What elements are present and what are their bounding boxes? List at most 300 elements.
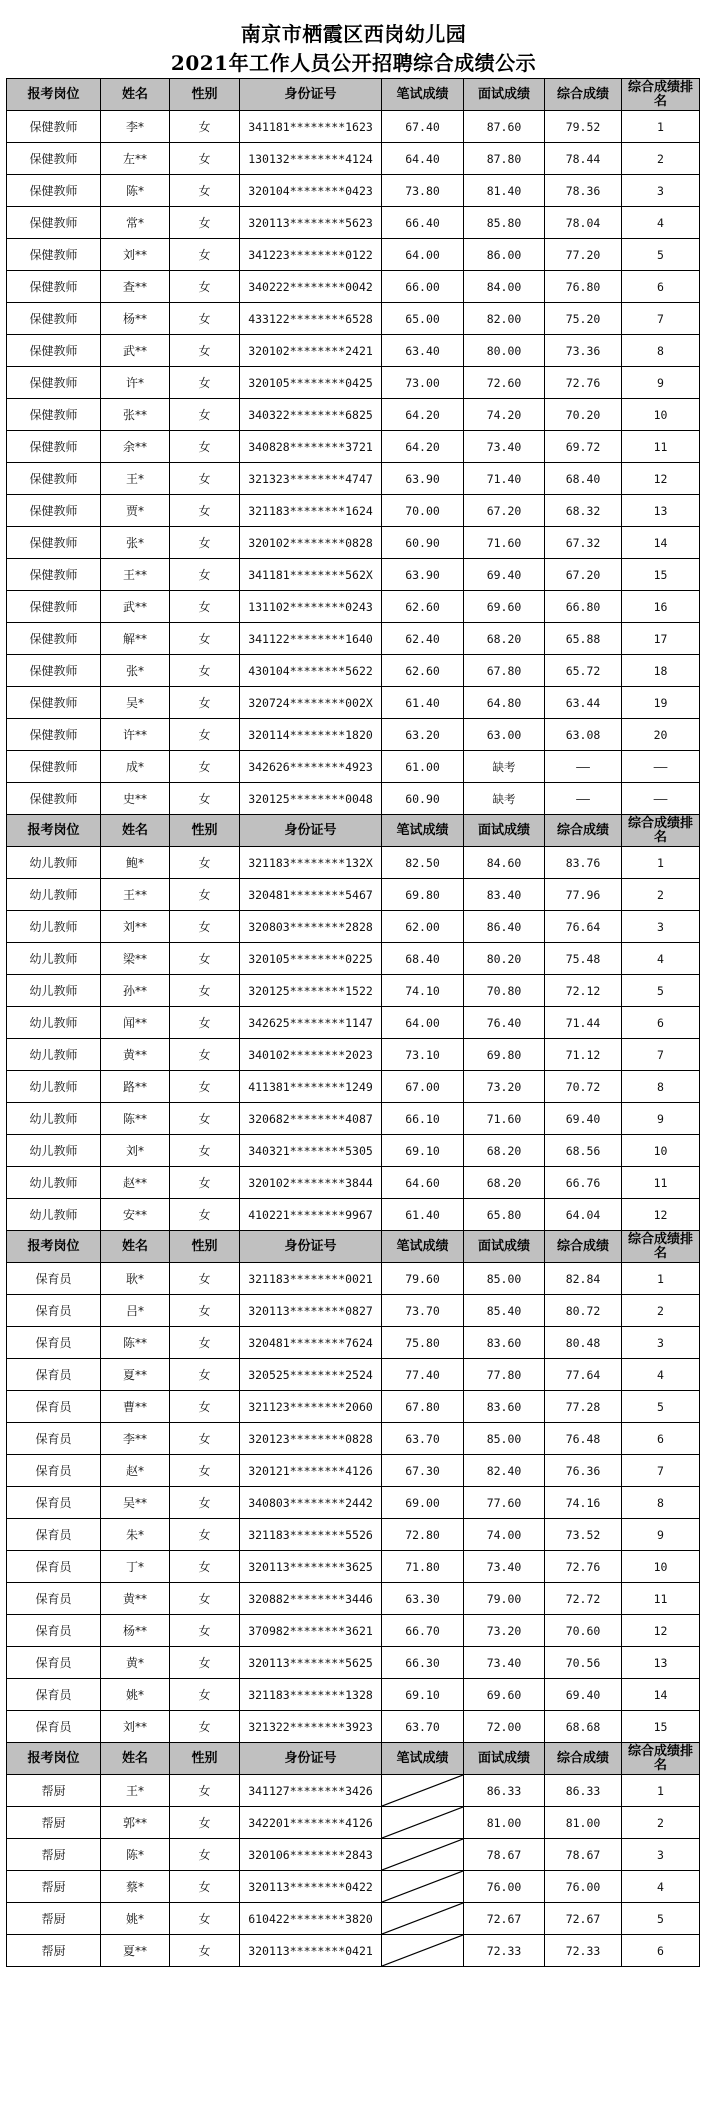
table-header-row [7,1743,700,1775]
cell-name: 李* [101,111,170,143]
cell-name: 武** [101,335,170,367]
cell-interview-score: 71.60 [464,1103,545,1135]
cell-rank: 5 [622,1391,700,1423]
column-header-gender: 性别 [170,815,240,847]
table-row [7,335,700,367]
cell-position: 保育员 [7,1423,101,1455]
cell-total-score: 72.76 [545,367,622,399]
cell-written-score: 64.20 [382,399,464,431]
table-row [7,1615,700,1647]
table-row [7,463,700,495]
cell-gender: 女 [170,1455,240,1487]
cell-position: 帮厨 [7,1839,101,1871]
table-row [7,1391,700,1423]
cell-position: 帮厨 [7,1871,101,1903]
cell-position: 保健教师 [7,175,101,207]
cell-written-score: 63.90 [382,559,464,591]
cell-interview-score: 84.60 [464,847,545,879]
cell-gender: 女 [170,687,240,719]
cell-position: 保育员 [7,1519,101,1551]
cell-rank: 13 [622,1647,700,1679]
table-row [7,207,700,239]
cell-name: 郭** [101,1807,170,1839]
cell-total-score: 76.64 [545,911,622,943]
cell-gender: 女 [170,1391,240,1423]
cell-name: 黄* [101,1647,170,1679]
cell-written-score: 62.60 [382,655,464,687]
cell-total-score: 70.60 [545,1615,622,1647]
cell-gender: 女 [170,1903,240,1935]
cell-gender: 女 [170,1583,240,1615]
column-header-position: 报考岗位 [7,1743,101,1775]
cell-rank: —— [622,751,700,783]
cell-rank: 9 [622,1103,700,1135]
table-row [7,1039,700,1071]
cell-name: 贾* [101,495,170,527]
cell-name: 夏** [101,1359,170,1391]
cell-gender: 女 [170,495,240,527]
cell-id-number: 321123********2060 [240,1391,382,1423]
cell-id-number: 430104********5622 [240,655,382,687]
cell-name: 陈* [101,175,170,207]
column-header-written-score: 笔试成绩 [382,79,464,111]
cell-rank: 12 [622,1199,700,1231]
cell-total-score: 72.12 [545,975,622,1007]
cell-total-score: 77.64 [545,1359,622,1391]
cell-position: 帮厨 [7,1935,101,1967]
cell-position: 幼儿教师 [7,1103,101,1135]
column-header-id-number: 身份证号 [240,1743,382,1775]
cell-rank: —— [622,783,700,815]
cell-total-score: 66.76 [545,1167,622,1199]
column-header-gender: 性别 [170,79,240,111]
cell-id-number: 320114********1820 [240,719,382,751]
cell-position: 保育员 [7,1551,101,1583]
cell-interview-score: 69.80 [464,1039,545,1071]
cell-gender: 女 [170,559,240,591]
cell-rank: 5 [622,975,700,1007]
diagonal-strike-icon [382,1903,463,1934]
cell-position: 幼儿教师 [7,847,101,879]
diagonal-strike-icon [382,1871,463,1902]
cell-gender: 女 [170,847,240,879]
cell-total-score: 80.48 [545,1327,622,1359]
cell-id-number: 320123********0828 [240,1423,382,1455]
cell-id-number: 342201********4126 [240,1807,382,1839]
cell-rank: 2 [622,879,700,911]
cell-written-score: 68.40 [382,943,464,975]
cell-rank: 5 [622,1903,700,1935]
cell-gender: 女 [170,1295,240,1327]
cell-total-score: 66.80 [545,591,622,623]
table-header-row [7,1231,700,1263]
cell-name: 陈* [101,1839,170,1871]
cell-written-score: 75.80 [382,1327,464,1359]
column-header-interview-score: 面试成绩 [464,815,545,847]
cell-interview-score: 84.00 [464,271,545,303]
column-header-position: 报考岗位 [7,79,101,111]
cell-rank: 4 [622,943,700,975]
cell-total-score: 68.40 [545,463,622,495]
cell-rank: 8 [622,335,700,367]
cell-interview-score: 87.80 [464,143,545,175]
cell-name: 姚* [101,1903,170,1935]
cell-position: 保健教师 [7,303,101,335]
cell-total-score: 68.68 [545,1711,622,1743]
cell-written-score: 70.00 [382,495,464,527]
cell-rank: 1 [622,1263,700,1295]
cell-interview-score: 76.00 [464,1871,545,1903]
cell-written-score: 82.50 [382,847,464,879]
cell-id-number: 341122********1640 [240,623,382,655]
table-row [7,879,700,911]
cell-rank: 7 [622,303,700,335]
table-row [7,559,700,591]
table-row [7,1839,700,1871]
cell-written-score: 69.10 [382,1679,464,1711]
cell-id-number: 320121********4126 [240,1455,382,1487]
cell-written-score: 61.40 [382,1199,464,1231]
column-header-interview-score: 面试成绩 [464,79,545,111]
cell-total-score: 72.76 [545,1551,622,1583]
cell-gender: 女 [170,1327,240,1359]
cell-id-number: 321322********3923 [240,1711,382,1743]
cell-name: 曹** [101,1391,170,1423]
cell-id-number: 321183********1328 [240,1679,382,1711]
cell-name: 张** [101,399,170,431]
cell-interview-score: 71.40 [464,463,545,495]
cell-id-number: 340222********0042 [240,271,382,303]
cell-gender: 女 [170,303,240,335]
cell-id-number: 320113********3625 [240,1551,382,1583]
cell-written-score: 65.00 [382,303,464,335]
table-row [7,1135,700,1167]
results-table [6,78,700,1967]
cell-rank: 4 [622,207,700,239]
cell-name: 黄** [101,1039,170,1071]
cell-id-number: 341223********0122 [240,239,382,271]
cell-rank: 18 [622,655,700,687]
cell-written-score: 67.40 [382,111,464,143]
cell-rank: 3 [622,1839,700,1871]
cell-rank: 8 [622,1487,700,1519]
cell-position: 保健教师 [7,527,101,559]
cell-id-number: 320525********2524 [240,1359,382,1391]
cell-gender: 女 [170,1551,240,1583]
cell-total-score: 72.72 [545,1583,622,1615]
cell-position: 保健教师 [7,143,101,175]
cell-rank: 11 [622,1583,700,1615]
table-row [7,1647,700,1679]
cell-name: 姚* [101,1679,170,1711]
cell-gender: 女 [170,239,240,271]
cell-rank: 2 [622,1807,700,1839]
cell-position: 保健教师 [7,431,101,463]
cell-name: 孙** [101,975,170,1007]
diagonal-strike-icon [382,1807,463,1838]
cell-gender: 女 [170,655,240,687]
cell-gender: 女 [170,623,240,655]
cell-position: 保健教师 [7,335,101,367]
cell-interview-score: 69.40 [464,559,545,591]
cell-name: 杨** [101,1615,170,1647]
cell-written-score: 73.10 [382,1039,464,1071]
table-row [7,847,700,879]
column-header-position: 报考岗位 [7,1231,101,1263]
cell-total-score: 76.80 [545,271,622,303]
cell-gender: 女 [170,175,240,207]
cell-interview-score: 72.33 [464,1935,545,1967]
cell-rank: 10 [622,1135,700,1167]
cell-total-score: 83.76 [545,847,622,879]
cell-gender: 女 [170,1103,240,1135]
cell-interview-score: 85.00 [464,1423,545,1455]
cell-gender: 女 [170,1071,240,1103]
cell-id-number: 340322********6825 [240,399,382,431]
cell-gender: 女 [170,591,240,623]
column-header-gender: 性别 [170,1743,240,1775]
cell-gender: 女 [170,911,240,943]
cell-gender: 女 [170,1135,240,1167]
table-row [7,1679,700,1711]
cell-rank: 3 [622,911,700,943]
cell-interview-score: 77.60 [464,1487,545,1519]
cell-total-score: 76.48 [545,1423,622,1455]
cell-interview-score: 68.20 [464,623,545,655]
table-row [7,111,700,143]
cell-id-number: 320113********0421 [240,1935,382,1967]
table-row [7,1807,700,1839]
cell-written-score: 64.00 [382,1007,464,1039]
cell-gender: 女 [170,271,240,303]
cell-gender: 女 [170,1935,240,1967]
cell-written-score: 67.30 [382,1455,464,1487]
cell-gender: 女 [170,1007,240,1039]
cell-total-score: 71.44 [545,1007,622,1039]
cell-position: 保健教师 [7,719,101,751]
cell-total-score: 69.40 [545,1679,622,1711]
column-header-id-number: 身份证号 [240,79,382,111]
cell-interview-score: 79.00 [464,1583,545,1615]
cell-gender: 女 [170,367,240,399]
cell-interview-score: 74.00 [464,1519,545,1551]
cell-interview-score: 76.40 [464,1007,545,1039]
cell-position: 保健教师 [7,751,101,783]
cell-interview-score: 64.80 [464,687,545,719]
cell-name: 丁* [101,1551,170,1583]
cell-written-score: 62.60 [382,591,464,623]
cell-written-score-not-applicable [382,1807,464,1839]
cell-written-score: 69.10 [382,1135,464,1167]
cell-position: 保健教师 [7,495,101,527]
cell-total-score: 67.32 [545,527,622,559]
cell-written-score: 66.00 [382,271,464,303]
cell-total-score: 77.96 [545,879,622,911]
cell-position: 保育员 [7,1295,101,1327]
table-row [7,1903,700,1935]
cell-total-score: 74.16 [545,1487,622,1519]
cell-position: 保育员 [7,1487,101,1519]
cell-position: 保育员 [7,1327,101,1359]
cell-interview-score: 86.33 [464,1775,545,1807]
cell-total-score: 70.72 [545,1071,622,1103]
cell-id-number: 341181********1623 [240,111,382,143]
cell-written-score: 61.00 [382,751,464,783]
cell-rank: 4 [622,1359,700,1391]
cell-id-number: 610422********3820 [240,1903,382,1935]
cell-rank: 6 [622,1935,700,1967]
cell-name: 王** [101,559,170,591]
table-row [7,1423,700,1455]
cell-written-score: 63.20 [382,719,464,751]
cell-written-score: 73.00 [382,367,464,399]
cell-name: 许** [101,719,170,751]
cell-name: 解** [101,623,170,655]
cell-rank: 6 [622,1423,700,1455]
cell-interview-score: 71.60 [464,527,545,559]
cell-name: 夏** [101,1935,170,1967]
cell-rank: 12 [622,463,700,495]
cell-name: 王** [101,879,170,911]
cell-interview-score: 82.00 [464,303,545,335]
cell-total-score: 78.04 [545,207,622,239]
column-header-interview-score: 面试成绩 [464,1231,545,1263]
cell-interview-score: 83.60 [464,1391,545,1423]
cell-rank: 7 [622,1455,700,1487]
cell-interview-score: 67.80 [464,655,545,687]
table-row [7,911,700,943]
cell-position: 幼儿教师 [7,1071,101,1103]
cell-gender: 女 [170,1839,240,1871]
cell-written-score-not-applicable [382,1935,464,1967]
table-row [7,1935,700,1967]
cell-rank: 20 [622,719,700,751]
cell-interview-score: 缺考 [464,783,545,815]
cell-name: 路** [101,1071,170,1103]
cell-rank: 17 [622,623,700,655]
cell-written-score: 64.20 [382,431,464,463]
cell-interview-score: 72.67 [464,1903,545,1935]
cell-id-number: 320102********2421 [240,335,382,367]
cell-gender: 女 [170,1263,240,1295]
cell-rank: 15 [622,1711,700,1743]
cell-position: 幼儿教师 [7,1199,101,1231]
cell-name: 吴* [101,687,170,719]
cell-interview-score: 69.60 [464,1679,545,1711]
column-header-rank: 综合成绩排名 [622,79,700,111]
cell-interview-score: 81.40 [464,175,545,207]
cell-rank: 11 [622,431,700,463]
cell-total-score: 75.20 [545,303,622,335]
cell-written-score: 60.90 [382,527,464,559]
cell-interview-score: 82.40 [464,1455,545,1487]
cell-position: 保育员 [7,1391,101,1423]
table-row [7,655,700,687]
cell-position: 保健教师 [7,239,101,271]
cell-id-number: 340803********2442 [240,1487,382,1519]
cell-interview-score: 73.40 [464,1551,545,1583]
cell-written-score-not-applicable [382,1903,464,1935]
table-row [7,431,700,463]
cell-id-number: 131102********0243 [240,591,382,623]
cell-id-number: 320105********0225 [240,943,382,975]
column-header-total-score: 综合成绩 [545,815,622,847]
cell-name: 陈** [101,1327,170,1359]
cell-interview-score: 78.67 [464,1839,545,1871]
cell-position: 幼儿教师 [7,1007,101,1039]
cell-position: 帮厨 [7,1807,101,1839]
cell-total-score: 77.28 [545,1391,622,1423]
cell-id-number: 320106********2843 [240,1839,382,1871]
cell-id-number: 320882********3446 [240,1583,382,1615]
cell-name: 陈** [101,1103,170,1135]
cell-total-score: 72.33 [545,1935,622,1967]
table-row [7,1871,700,1903]
cell-rank: 15 [622,559,700,591]
column-header-total-score: 综合成绩 [545,1743,622,1775]
cell-position: 幼儿教师 [7,975,101,1007]
cell-written-score: 77.40 [382,1359,464,1391]
cell-id-number: 320803********2828 [240,911,382,943]
cell-id-number: 320102********0828 [240,527,382,559]
cell-name: 蔡* [101,1871,170,1903]
cell-written-score: 66.30 [382,1647,464,1679]
cell-rank: 11 [622,1167,700,1199]
cell-gender: 女 [170,1647,240,1679]
table-row [7,527,700,559]
cell-id-number: 320682********4087 [240,1103,382,1135]
cell-total-score: 63.44 [545,687,622,719]
cell-written-score: 60.90 [382,783,464,815]
cell-gender: 女 [170,1199,240,1231]
cell-position: 保健教师 [7,367,101,399]
column-header-gender: 性别 [170,1231,240,1263]
cell-position: 幼儿教师 [7,879,101,911]
cell-id-number: 321183********132X [240,847,382,879]
cell-rank: 9 [622,1519,700,1551]
cell-gender: 女 [170,1167,240,1199]
table-row [7,1455,700,1487]
cell-id-number: 320113********0422 [240,1871,382,1903]
cell-gender: 女 [170,527,240,559]
cell-position: 保育员 [7,1359,101,1391]
cell-id-number: 340321********5305 [240,1135,382,1167]
cell-interview-score: 86.00 [464,239,545,271]
cell-interview-score: 69.60 [464,591,545,623]
column-header-rank: 综合成绩排名 [622,1743,700,1775]
table-row [7,1359,700,1391]
cell-name: 刘** [101,1711,170,1743]
cell-name: 吴** [101,1487,170,1519]
table-row [7,143,700,175]
cell-gender: 女 [170,1039,240,1071]
cell-gender: 女 [170,1679,240,1711]
cell-gender: 女 [170,1487,240,1519]
column-header-total-score: 综合成绩 [545,79,622,111]
cell-id-number: 321323********4747 [240,463,382,495]
cell-rank: 13 [622,495,700,527]
cell-name: 许* [101,367,170,399]
column-header-total-score: 综合成绩 [545,1231,622,1263]
cell-id-number: 340828********3721 [240,431,382,463]
cell-interview-score: 63.00 [464,719,545,751]
column-header-written-score: 笔试成绩 [382,815,464,847]
cell-name: 刘** [101,911,170,943]
cell-name: 吕* [101,1295,170,1327]
cell-interview-score: 72.00 [464,1711,545,1743]
cell-gender: 女 [170,943,240,975]
table-row [7,751,700,783]
